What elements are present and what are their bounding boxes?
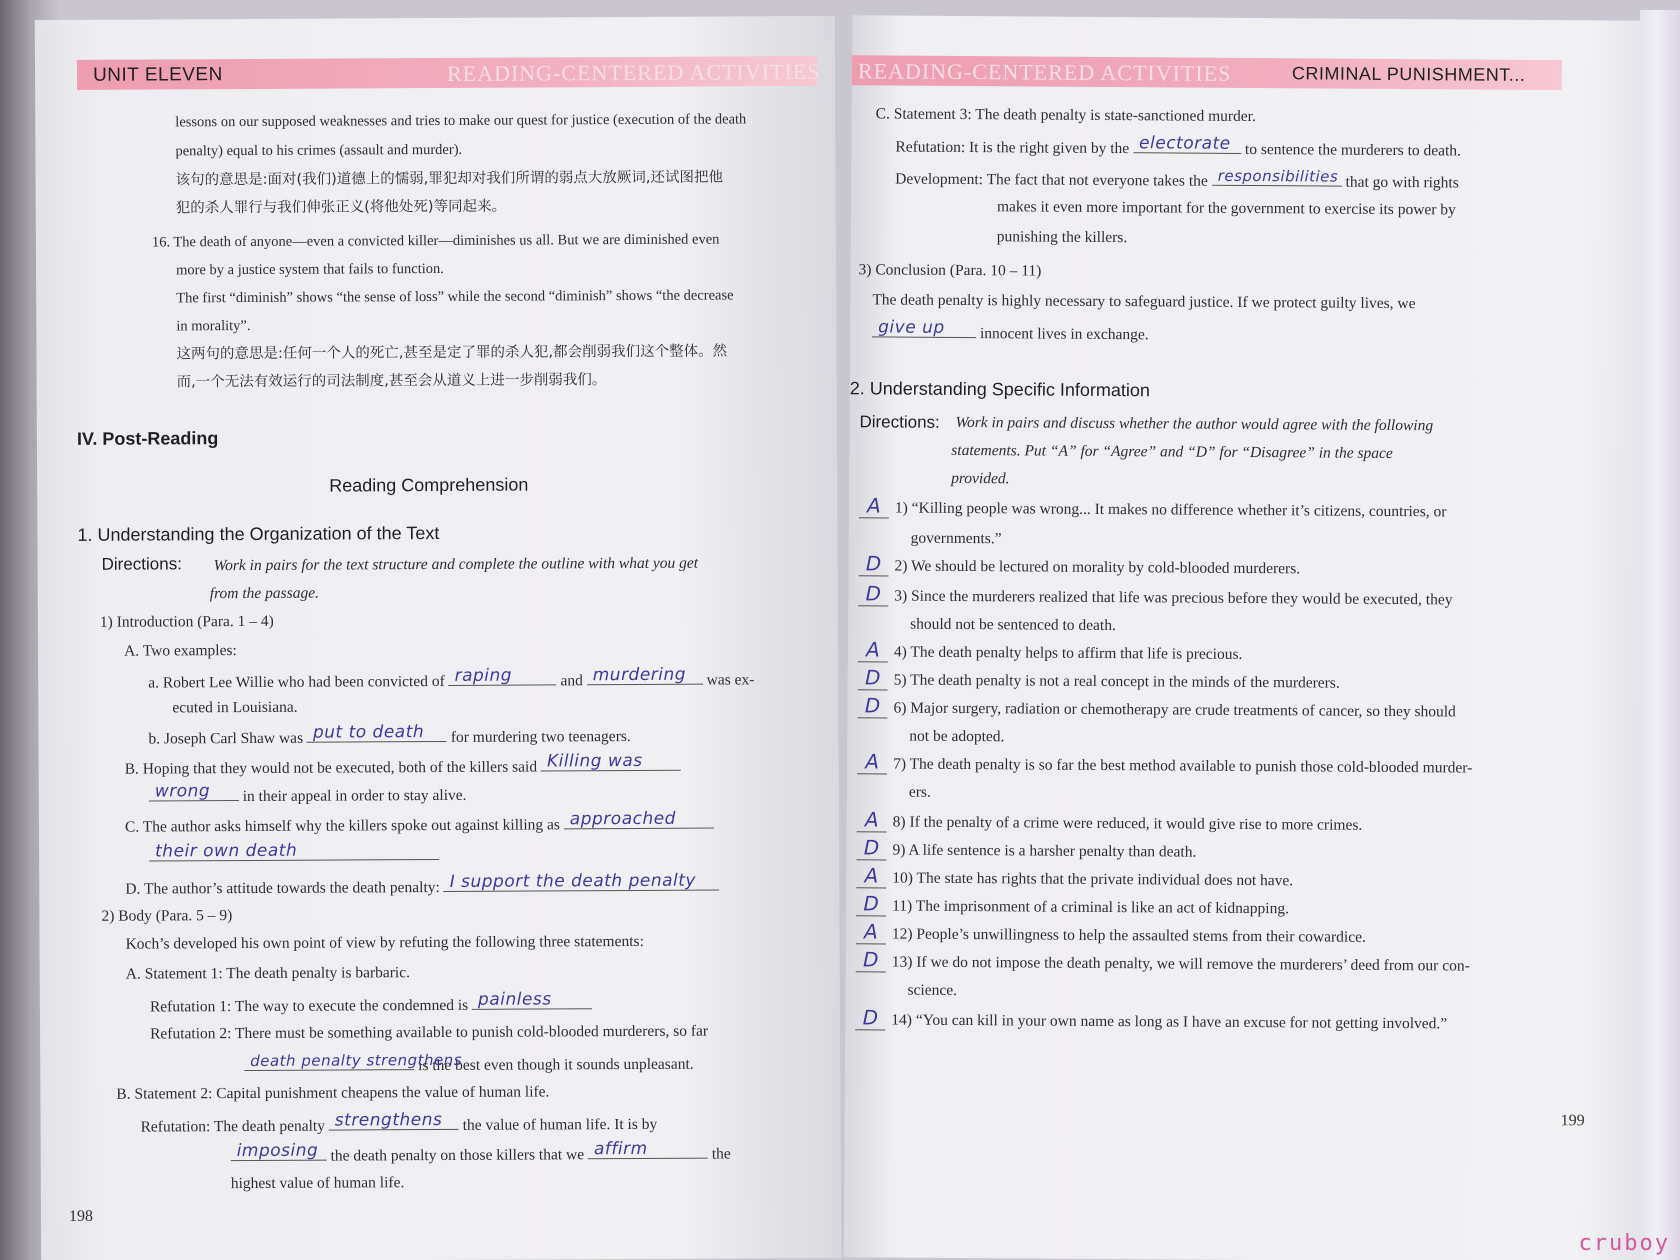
text-line: lessons on our supposed weaknesses and tries to make our quest for justice (execution of the death — [175, 111, 747, 131]
directions-label: Directions: — [101, 554, 182, 574]
handwritten-answer: murdering — [592, 664, 687, 686]
outline-item: The death penalty is highly necessary to safeguard justice. If we protect guilty lives, we — [872, 291, 1416, 313]
answer-blank[interactable] — [244, 1050, 463, 1071]
outline-item — [872, 319, 1149, 346]
answer-blank[interactable] — [149, 783, 239, 801]
statement-item: 1) “Killing people was wrong... It makes no difference whether it’s citizens, countries, or — [894, 499, 1447, 521]
answer-mark[interactable]: D — [856, 947, 886, 972]
outline-item — [895, 166, 1459, 195]
statement-item: 2) We should be lectured on morality by cold-blooded murderers. — [894, 557, 1301, 578]
outline-item: ecuted in Louisiana. — [172, 698, 298, 717]
watermark: cruboy — [1578, 1231, 1670, 1256]
outline-intro: 1) Introduction (Para. 1 – 4) — [99, 612, 274, 631]
outline-item: B. Statement 2: Capital punishment cheapens the value of human life. — [116, 1083, 550, 1103]
text-line: The first “diminish” shows “the sense of loss” while the second “diminish” shows “the decrease — [176, 287, 734, 307]
unit-title: CRIMINAL PUNISHMENT... — [1291, 63, 1526, 85]
text-segment: the value of human life. It is by — [462, 1115, 658, 1134]
text-segment: the — [711, 1145, 731, 1163]
statement-item: 4) The death penalty helps to affirm that life is precious. — [893, 643, 1243, 663]
text-segment: to sentence the murderers to death. — [1244, 140, 1462, 160]
handwritten-answer: their own death — [155, 840, 298, 862]
answer-mark[interactable]: A — [856, 919, 886, 944]
text-segment: a. Robert Lee Willie who had been convicted of — [148, 672, 445, 692]
header-band — [77, 56, 821, 90]
handwritten-answer: strengthens — [334, 1109, 443, 1131]
answer-blank[interactable] — [587, 664, 703, 686]
answer-blank[interactable] — [564, 808, 714, 830]
outline-conclusion: 3) Conclusion (Para. 10 – 11) — [858, 261, 1042, 280]
answer-mark[interactable]: D — [858, 581, 888, 606]
statement-item: 6) Major surgery, radiation or chemotherapy are crude treatments of cancer, so they should — [893, 699, 1456, 721]
outline-item — [148, 666, 754, 694]
statement-item: 5) The death penalty is not a real concept in the minds of the murderers. — [893, 671, 1340, 692]
statement-item: 3) Since the murderers realized that life was precious before they would be executed, they — [894, 587, 1453, 609]
answer-mark[interactable]: D — [856, 835, 886, 860]
page-edge — [1640, 10, 1680, 1260]
text-line: 16. The death of anyone—even a convicted killer—diminishes us all. But we are diminished even — [151, 231, 720, 251]
answer-mark[interactable]: D — [857, 693, 887, 718]
text-segment: is the best even though it sounds unpleasant. — [418, 1055, 694, 1075]
directions-label: Directions: — [859, 412, 940, 432]
subsection-title: Reading Comprehension — [329, 474, 529, 496]
outline-item: makes it even more important for the government to exercise its power by — [996, 198, 1456, 219]
outline-item — [149, 842, 439, 869]
outline-item — [124, 808, 714, 839]
statement-item: science. — [907, 981, 958, 999]
text-segment: in their appeal in order to stay alive. — [242, 786, 467, 806]
unit-title: UNIT ELEVEN — [92, 64, 223, 86]
part1-title: 1. Understanding the Organization of the Text — [77, 522, 440, 545]
text-segment: that go with rights — [1345, 173, 1459, 192]
handwritten-answer: electorate — [1139, 133, 1231, 154]
answer-blank[interactable] — [588, 1138, 708, 1160]
statement-item: not be adopted. — [909, 727, 1005, 746]
text-line: more by a justice system that fails to function. — [176, 260, 444, 279]
handwritten-answer: painless — [477, 989, 552, 1010]
text-segment: Development: The fact that not everyone takes the — [895, 170, 1208, 190]
answer-mark[interactable]: D — [856, 891, 886, 916]
outline-item — [148, 723, 630, 751]
section-title: IV. Post-Reading — [76, 428, 219, 449]
outline-item: punishing the killers. — [996, 228, 1128, 247]
outline-body: 2) Body (Para. 5 – 9) — [101, 907, 233, 925]
answer-blank[interactable] — [1133, 135, 1241, 154]
handwritten-answer: put to death — [312, 722, 425, 743]
directions-text: provided. — [951, 469, 1010, 488]
outline-item: A. Statement 1: The death penalty is barbaric. — [125, 964, 411, 983]
statement-item: ers. — [908, 783, 931, 801]
statement-item: 13) If we do not impose the death penalty, we will remove the murderers’ deed from our con- — [891, 953, 1470, 975]
answer-mark[interactable]: A — [858, 637, 888, 662]
statement-item: 14) “You can kill in your own name as long as I have an excuse for not getting involved.” — [891, 1011, 1448, 1033]
outline-item: Refutation 2: There must be something available to punish cold-blooded murderers, so far — [150, 1022, 709, 1043]
answer-mark[interactable]: A — [857, 807, 887, 832]
handwritten-answer: I support the death penalty — [449, 870, 697, 892]
outline-item — [125, 870, 720, 901]
directions-text: from the passage. — [209, 584, 320, 603]
text-segment: for murdering two teenagers. — [450, 727, 631, 746]
left-page — [35, 16, 841, 1260]
answer-blank[interactable] — [449, 667, 557, 686]
page-number: 199 — [1560, 1112, 1585, 1130]
header-banner: READING-CENTERED ACTIVITIES — [446, 58, 821, 86]
text-line: in morality”. — [176, 317, 251, 335]
statement-item: 10) The state has rights that the private individual does not have. — [892, 869, 1294, 890]
text-segment: Refutation: It is the right given by the — [895, 138, 1130, 158]
text-segment: innocent lives in exchange. — [979, 325, 1149, 344]
answer-mark[interactable]: A — [857, 749, 887, 774]
text-segment: and — [560, 672, 583, 690]
handwritten-answer: death penalty strengthens — [250, 1050, 463, 1070]
page-number: 198 — [68, 1207, 94, 1225]
statement-heading: C. Statement 3: The death penalty is state-sanctioned murder. — [875, 105, 1256, 126]
outline-item — [124, 750, 681, 781]
directions-text: Work in pairs for the text structure and complete the outline with what you get — [213, 554, 699, 575]
directions-text: Work in pairs and discuss whether the author would agree with the following — [955, 413, 1434, 435]
answer-blank[interactable] — [444, 870, 720, 892]
text-line: penalty) equal to his crimes (assault and murder). — [175, 141, 463, 160]
answer-mark[interactable]: D — [858, 551, 888, 576]
handwritten-answer: approached — [569, 808, 677, 830]
answer-mark[interactable]: A — [856, 863, 886, 888]
outline-item — [150, 991, 592, 1018]
statement-item: 12) People’s unwillingness to help the assaulted stems from their cowardice. — [891, 925, 1366, 946]
text-segment: C. The author asks himself why the killers spoke out against killing as — [124, 816, 560, 836]
handwritten-answer: give up — [878, 317, 945, 338]
text-segment: Refutation 1: The way to execute the condemned is — [149, 996, 469, 1016]
answer-blank[interactable] — [472, 991, 592, 1010]
handwritten-answer: Killing was — [546, 750, 643, 772]
handwritten-answer: responsibilities — [1217, 166, 1339, 186]
outline-item — [244, 1051, 694, 1078]
answer-mark[interactable]: D — [855, 1005, 885, 1030]
header-band — [852, 55, 1562, 90]
outline-item: Koch’s developed his own point of view by refuting the following three statements: — [125, 932, 644, 953]
answer-blank[interactable] — [541, 750, 681, 772]
text-segment: was ex- — [706, 671, 755, 689]
header-banner: READING-CENTERED ACTIVITIES — [857, 58, 1232, 86]
directions-text: statements. Put “A” for “Agree” and “D” for “Disagree” in the space — [951, 441, 1393, 463]
handwritten-answer: wrong — [154, 781, 211, 802]
answer-blank[interactable] — [872, 319, 976, 338]
answer-mark[interactable]: D — [858, 665, 888, 690]
statement-item: 7) The death penalty is so far the best method available to punish those cold-blooded murder- — [893, 755, 1473, 777]
outline-item — [140, 1111, 657, 1139]
text-line: 这两句的意思是:任何一个人的死亡,甚至是定了罪的杀人犯,都会削弱我们这个整体。然 — [176, 343, 728, 363]
answer-blank[interactable] — [329, 1109, 459, 1131]
handwritten-answer: imposing — [236, 1140, 319, 1162]
outline-item: highest value of human life. — [230, 1174, 405, 1193]
answer-blank[interactable] — [149, 842, 439, 862]
statement-item: should not be sentenced to death. — [910, 615, 1116, 635]
outline-item — [149, 782, 467, 809]
answer-mark[interactable]: A — [859, 493, 889, 518]
part2-title: 2. Understanding Specific Information — [849, 378, 1150, 401]
text-segment: b. Joseph Carl Shaw was — [148, 729, 304, 748]
statement-item: 8) If the penalty of a crime were reduced, it would give rise to more crimes. — [892, 813, 1363, 834]
answer-blank[interactable] — [231, 1140, 327, 1162]
statement-item: 11) The imprisonment of a criminal is like an act of kidnapping. — [892, 897, 1290, 918]
text-line: 犯的杀人罪行与我们伸张正义(将他处死)等同起来。 — [175, 198, 507, 217]
outline-item: A. Two examples: — [124, 642, 237, 660]
text-segment: D. The author’s attitude towards the death penalty: — [125, 878, 440, 898]
answer-blank[interactable] — [1212, 168, 1342, 187]
text-line: 该句的意思是:面对(我们)道德上的懦弱,罪犯却对我们所谓的弱点大放厥词,还试图把他 — [175, 169, 724, 189]
text-segment: the death penalty on those killers that we — [330, 1146, 585, 1165]
text-segment: B. Hoping that they would not be executed, both of the killers said — [124, 758, 538, 778]
handwritten-answer: raping — [454, 665, 513, 686]
statement-item: 9) A life sentence is a harsher penalty than death. — [892, 841, 1197, 861]
handwritten-answer: affirm — [593, 1138, 648, 1160]
statement-item: governments.” — [910, 529, 1002, 548]
right-page — [844, 15, 1653, 1260]
answer-blank[interactable] — [307, 724, 447, 743]
text-segment: Refutation: The death penalty — [140, 1117, 325, 1136]
text-line: 而,一个无法有效运行的司法制度,甚至会从道义上进一步削弱我们。 — [176, 372, 607, 391]
outline-item — [231, 1140, 731, 1168]
outline-item — [895, 134, 1461, 163]
